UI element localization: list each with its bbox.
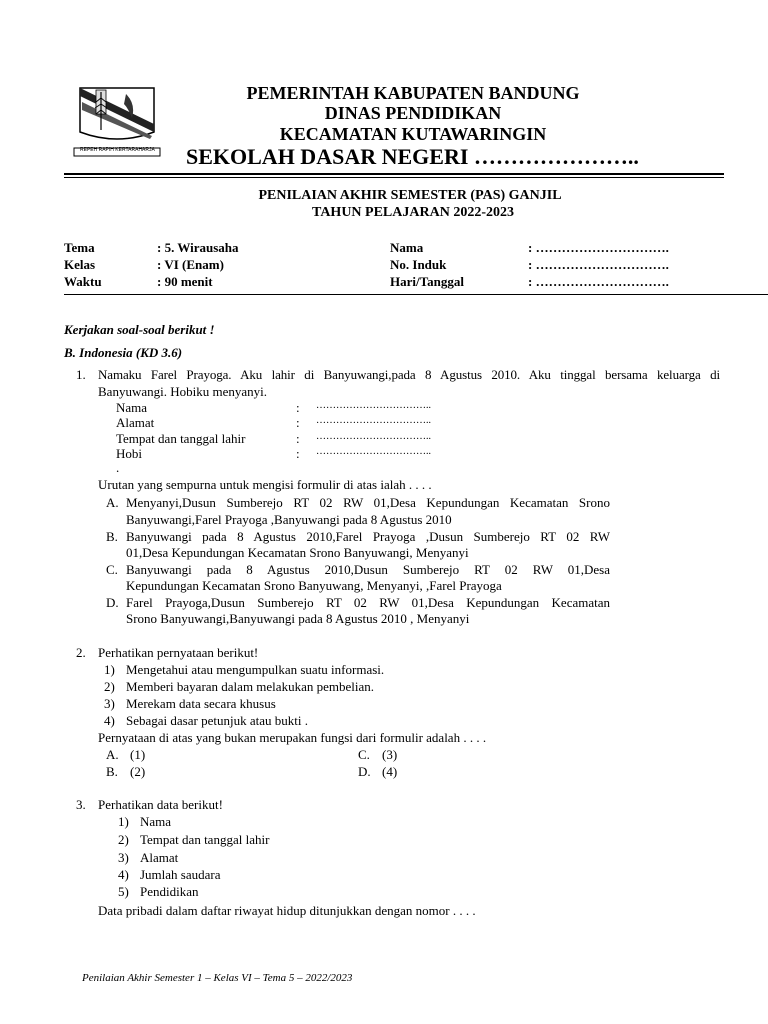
exam-year: TAHUN PELAJARAN 2022-2023 (312, 205, 514, 220)
page-footer: Penilaian Akhir Semester 1 – Kelas VI – Tema 5 – 2022/2023 (82, 972, 353, 984)
kelas-value: : VI (Enam) (157, 257, 224, 272)
hari-label: Hari/Tanggal (390, 274, 464, 289)
q2-item: Sebagai dasar petunjuk atau bukti . (126, 713, 308, 728)
q2-item: Memberi bayaran dalam melakukan pembelian. (126, 679, 374, 694)
q2-text: Perhatikan pernyataan berikut! (98, 645, 259, 660)
form-label-hobi: Hobi (116, 446, 142, 461)
q2-item-number: 2) (104, 679, 115, 694)
form-dots: …………………………….. (316, 446, 431, 457)
hari-value: : …………………………. (528, 274, 669, 289)
q2-option-c: (3) (382, 747, 398, 762)
q3-question: Data pribadi dalam daftar riwayat hidup ditunjukkan dengan nomor . . . . (98, 903, 476, 918)
q1-option-letter: B. (106, 529, 118, 544)
induk-value: : …………………………. (528, 257, 669, 272)
q1-option-d-line1: Farel Prayoga,Dusun Sumberejo RT 02 RW 01,Desa Kepundungan Kecamatan (126, 595, 610, 610)
form-dots: …………………………….. (316, 400, 431, 411)
q2-option-letter: C. (358, 747, 370, 762)
q1-option-letter: C. (106, 562, 118, 577)
form-label-ttl: Tempat dan tanggal lahir (116, 431, 246, 446)
q3-item-number: 1) (118, 814, 129, 829)
form-colon: : (296, 446, 300, 461)
q3-item: Nama (140, 814, 172, 829)
form-dots: …………………………….. (316, 431, 431, 442)
q2-option-a: (1) (130, 747, 146, 762)
q1-option-letter: A. (106, 495, 119, 510)
header-rule-thick (64, 173, 724, 175)
q2-question: Pernyataan di atas yang bukan merupakan fungsi dari formulir adalah . . . . (98, 730, 487, 745)
q1-option-a-line2: Banyuwangi,Farel Prayoga ,Banyuwangi pada 8 Agustus 2010 (126, 512, 452, 527)
q3-text: Perhatikan data berikut! (98, 797, 223, 812)
q2-item: Mengetahui atau mengumpulkan suatu informasi. (126, 662, 385, 677)
q2-option-letter: B. (106, 764, 118, 779)
instructions: Kerjakan soal-soal berikut ! (64, 322, 215, 337)
form-colon: : (296, 415, 300, 430)
form-colon: : (296, 431, 300, 446)
info-rule (64, 294, 768, 295)
q2-item-number: 1) (104, 662, 115, 677)
q1-option-b-line2: 01,Desa Kepundungan Kecamatan Srono Banyuwangi, Menyanyi (126, 545, 469, 560)
q1-option-a-line1: Menyanyi,Dusun Sumberejo RT 02 RW 01,Desa Kepundungan Kecamatan Srono (126, 495, 610, 510)
q3-item-number: 4) (118, 867, 129, 882)
tema-label: Tema (64, 240, 95, 255)
q2-item-number: 4) (104, 713, 115, 728)
header-government: PEMERINTAH KABUPATEN BANDUNG (246, 83, 580, 103)
form-dots: …………………………….. (316, 415, 431, 426)
tema-value: : 5. Wirausaha (157, 240, 239, 255)
q2-item-number: 3) (104, 696, 115, 711)
q2-number: 2. (76, 645, 86, 660)
q2-item: Merekam data secara khusus (126, 696, 276, 711)
q1-option-c-line1: Banyuwangi pada 8 Agustus 2010,Dusun Sumberejo RT 02 RW 01,Desa (126, 562, 610, 577)
q3-item: Jumlah saudara (140, 867, 221, 882)
q1-option-letter: D. (106, 595, 119, 610)
q3-item-number: 5) (118, 884, 129, 899)
q1-number: 1. (76, 367, 86, 382)
q1-question: Urutan yang sempurna untuk mengisi formulir di atas ialah . . . . (98, 477, 432, 492)
q1-option-b-line1: Banyuwangi pada 8 Agustus 2010,Farel Prayoga ,Dusun Sumberejo RT 02 RW (126, 529, 610, 544)
form-label-alamat: Alamat (116, 415, 155, 430)
q1-option-d-line2: Srono Banyuwangi,Banyuwangi pada 8 Agustus 2010 , Menyanyi (126, 611, 470, 626)
q2-option-letter: A. (106, 747, 119, 762)
q3-item: Tempat dan tanggal lahir (140, 832, 270, 847)
header-school: SEKOLAH DASAR NEGERI ………………….. (186, 144, 639, 169)
q3-item-number: 2) (118, 832, 129, 847)
q1-text-line1: Namaku Farel Prayoga. Aku lahir di Banyuwangi,pada 8 Agustus 2010. Aku tinggal bersama keluarga di (98, 367, 720, 382)
q2-option-letter: D. (358, 764, 371, 779)
q2-option-b: (2) (130, 764, 146, 779)
stray-dot: . (116, 460, 120, 475)
q1-option-c-line2: Kepundungan Kecamatan Srono Banyuwang, Menyanyi, ,Farel Prayoga (126, 578, 502, 593)
header-department: DINAS PENDIDIKAN (324, 103, 502, 123)
q3-item-number: 3) (118, 850, 129, 865)
q3-item: Pendidikan (140, 884, 199, 899)
nama-label: Nama (390, 240, 424, 255)
waktu-label: Waktu (64, 274, 102, 289)
q3-number: 3. (76, 797, 86, 812)
header-district: KECAMATAN KUTAWARINGIN (279, 124, 547, 144)
header-rule-thin (64, 177, 724, 178)
induk-label: No. Induk (390, 257, 447, 272)
q1-text-line2: Banyuwangi. Hobiku menyanyi. (98, 384, 267, 399)
form-label-nama: Nama (116, 400, 148, 415)
waktu-value: : 90 menit (157, 274, 213, 289)
q2-option-d: (4) (382, 764, 398, 779)
form-colon: : (296, 400, 300, 415)
logo-motto: REPEH RAPIH KERTARAHARJA (80, 147, 155, 153)
section-title: B. Indonesia (KD 3.6) (64, 345, 183, 360)
nama-value: : …………………………. (528, 240, 669, 255)
kelas-label: Kelas (64, 257, 96, 272)
q3-item: Alamat (140, 850, 179, 865)
exam-title: PENILAIAN AKHIR SEMESTER (PAS) GANJIL (258, 188, 562, 203)
